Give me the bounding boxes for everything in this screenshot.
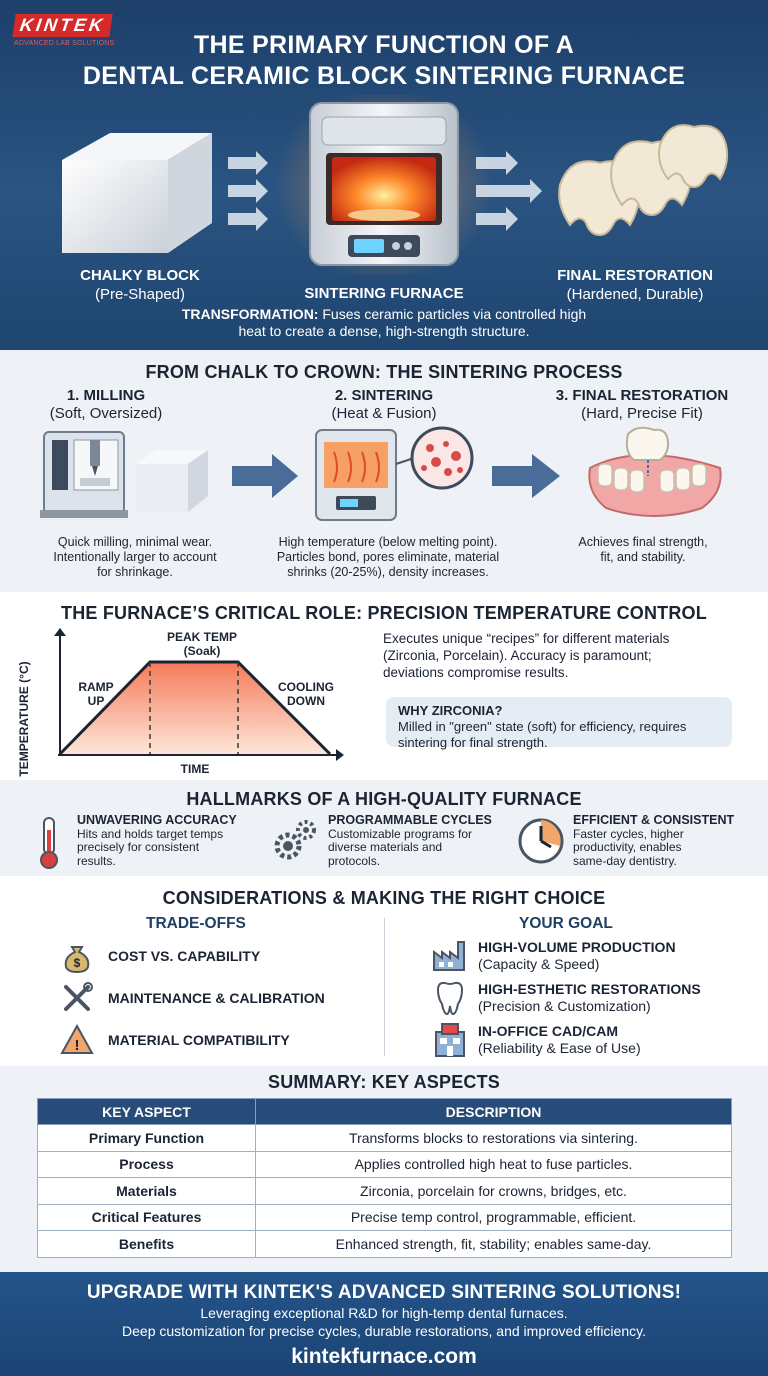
step-milling-description: Quick milling, minimal wear. Intentionally larger to account for shrinkage. — [53, 535, 217, 579]
process-illustration — [0, 424, 768, 524]
process-arrow-2 — [492, 454, 560, 498]
tradeoff-cost: $ COST VS. CAPABILITY — [60, 939, 260, 973]
table-cell-description: Enhanced strength, fit, stability; enables same-day. — [256, 1231, 732, 1258]
ramp-up-label: RAMP UP — [78, 680, 114, 708]
particles-magnifier-icon — [396, 428, 472, 488]
cooling-down-label: COOLING DOWN — [278, 680, 334, 708]
title-line-2: DENTAL CERAMIC BLOCK SINTERING FURNACE — [82, 62, 686, 90]
gears-icon — [270, 816, 320, 866]
table-row — [38, 1231, 732, 1258]
hero-illustration — [0, 95, 768, 275]
svg-text:!: ! — [74, 1037, 80, 1054]
table-cell-aspect: Process — [38, 1151, 256, 1178]
sintering-furnace-icon — [274, 95, 494, 275]
thermometer-icon — [34, 816, 64, 870]
table-cell-aspect: Primary Function — [38, 1125, 256, 1152]
temperature-area — [60, 662, 330, 754]
temperature-control-section — [0, 592, 768, 780]
table-cell-aspect: Critical Features — [38, 1204, 256, 1231]
dental-crowns-icon — [559, 125, 727, 235]
final-restoration-label: FINAL RESTORATION (Hardened, Durable) — [557, 267, 713, 303]
table-cell-aspect: Benefits — [38, 1231, 256, 1258]
tools-icon — [60, 981, 94, 1015]
goal-high-volume: HIGH-VOLUME PRODUCTION (Capacity & Speed) — [478, 939, 676, 972]
sintering-furnace-label: SINTERING FURNACE — [304, 285, 464, 302]
hallmark-accuracy: UNWAVERING ACCURACY Hits and holds target temps precisely for consistent results. — [77, 813, 237, 868]
x-axis-label: TIME — [180, 762, 210, 776]
footer-line-2: Deep customization for precise cycles, durable restorations, and improved efficiency. — [122, 1323, 646, 1339]
table-cell-aspect: Materials — [38, 1178, 256, 1205]
why-zirconia-callout: WHY ZIRCONIA? Milled in "green" state (soft) for efficiency, requires sintering for final strength. — [386, 697, 732, 747]
table-cell-description: Transforms blocks to restorations via sintering. — [256, 1125, 732, 1152]
why-zirconia-title: WHY ZIRCONIA? — [398, 703, 503, 718]
table-row — [38, 1204, 732, 1231]
process-arrow-1 — [232, 454, 298, 498]
goal-heading: YOUR GOAL — [519, 915, 613, 932]
tradeoff-maintenance: MAINTENANCE & CALIBRATION — [60, 981, 325, 1015]
dental-restoration-icon — [589, 428, 720, 516]
hallmarks-title: HALLMARKS OF A HIGH-QUALITY FURNACE — [186, 789, 582, 809]
summary-title: SUMMARY: KEY ASPECTS — [267, 1072, 501, 1092]
goal-high-esthetic: HIGH-ESTHETIC RESTORATIONS (Precision & Customization) — [478, 981, 701, 1014]
step-milling-heading: 1. MILLING (Soft, Oversized) — [49, 387, 163, 422]
footer-line-1: Leveraging exceptional R&D for high-temp dental furnaces. — [200, 1305, 568, 1321]
transformation-caption: TRANSFORMATION: Fuses ceramic particles via controlled high heat to create a dense, high-strength structure. — [181, 306, 587, 339]
table-cell-description: Applies controlled high heat to fuse particles. — [256, 1151, 732, 1178]
factory-icon — [432, 936, 468, 972]
milling-machine-icon — [40, 432, 128, 518]
goal-in-office: IN-OFFICE CAD/CAM (Reliability & Ease of Use) — [478, 1023, 641, 1056]
summary-section — [0, 1066, 768, 1272]
svg-text:$: $ — [73, 956, 81, 970]
page-title — [0, 30, 768, 92]
warning-icon — [60, 1023, 94, 1057]
y-axis-arrow — [54, 628, 66, 636]
clinic-icon — [432, 1022, 468, 1058]
money-bag-icon — [60, 939, 94, 973]
table-header-row — [38, 1099, 732, 1125]
chalky-block-icon — [62, 133, 212, 253]
chalky-block-label: CHALKY BLOCK (Pre-Shaped) — [80, 267, 200, 303]
table-row — [38, 1151, 732, 1178]
step-sintering-description: High temperature (below melting point). Particles bond, pores eliminate, material shrinks (20-25%), density increases. — [276, 535, 500, 579]
clock-icon — [516, 816, 566, 866]
hallmark-efficient: EFFICIENT & CONSISTENT Faster cycles, higher productivity, enables same-day dentistry. — [573, 813, 735, 868]
website-link[interactable]: kintekfurnace.com — [291, 1345, 477, 1368]
x-axis-arrow — [336, 749, 344, 761]
tradeoff-material: ! MATERIAL COMPATIBILITY — [60, 1023, 290, 1057]
header-key-aspect: KEY ASPECT — [38, 1099, 256, 1125]
role-title: THE FURNACE’S CRITICAL ROLE: PRECISION TEMPERATURE CONTROL — [61, 603, 707, 623]
hero-section — [0, 0, 768, 350]
title-line-1: THE PRIMARY FUNCTION OF A — [193, 31, 575, 59]
table-row — [38, 1125, 732, 1152]
footer-cta — [0, 1272, 768, 1376]
summary-table — [37, 1098, 732, 1258]
table-cell-description: Zirconia, porcelain for crowns, bridges, etc. — [256, 1178, 732, 1205]
header-description: DESCRIPTION — [256, 1099, 732, 1125]
milled-block-icon — [136, 450, 208, 512]
table-row — [38, 1178, 732, 1205]
footer-title: UPGRADE WITH KINTEK'S ADVANCED SINTERING SOLUTIONS! — [86, 1282, 682, 1303]
considerations-title: CONSIDERATIONS & MAKING THE RIGHT CHOICE — [162, 888, 606, 908]
y-axis-label: TEMPERATURE (°C) — [17, 661, 31, 777]
step-restoration-description: Achieves final strength, fit, and stability. — [578, 535, 708, 564]
logo-wordmark: KINTEK — [12, 14, 112, 37]
arrows-right-icon — [476, 151, 542, 231]
step-restoration-heading: 3. FINAL RESTORATION (Hard, Precise Fit) — [555, 387, 729, 422]
hallmark-programmable: PROGRAMMABLE CYCLES Customizable programs for diverse materials and protocols. — [328, 813, 492, 868]
process-furnace-icon — [316, 430, 396, 520]
hallmarks-section — [0, 780, 768, 876]
logo-tagline: ADVANCED LAB SOLUTIONS — [14, 40, 115, 47]
peak-temp-label: PEAK TEMP (Soak) — [166, 630, 237, 658]
column-divider — [384, 918, 385, 1056]
tooth-icon — [434, 980, 466, 1016]
step-sintering-heading: 2. SINTERING (Heat & Fusion) — [331, 387, 437, 422]
table-cell-description: Precise temp control, programmable, efficient. — [256, 1204, 732, 1231]
role-description: Executes unique “recipes” for different materials (Zirconia, Porcelain). Accuracy is paramount; deviations compromise results. — [383, 631, 670, 680]
considerations-section — [0, 876, 768, 1066]
process-title: FROM CHALK TO CROWN: THE SINTERING PROCESS — [145, 362, 623, 382]
sintering-process-section — [0, 350, 768, 592]
tradeoffs-heading: TRADE-OFFS — [146, 915, 246, 932]
arrows-left-icon — [228, 151, 268, 231]
